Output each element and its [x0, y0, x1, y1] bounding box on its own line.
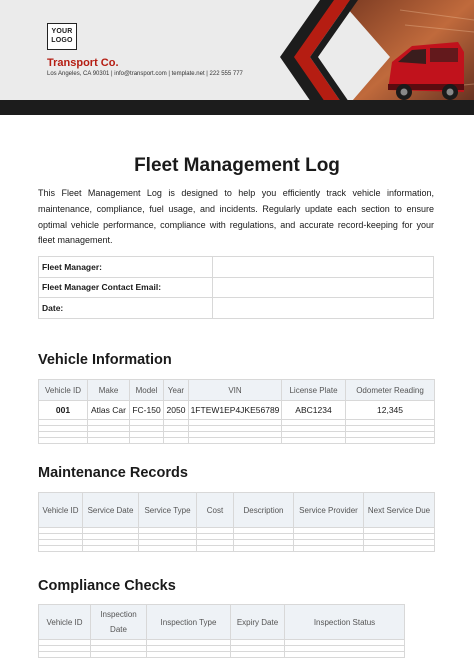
col-service-provider: Service Provider [294, 493, 364, 528]
col-vehicle-id: Vehicle ID [39, 380, 88, 401]
col-inspection-type: Inspection Type [147, 605, 231, 640]
col-description: Description [234, 493, 294, 528]
logo-line-2: LOGO [51, 37, 73, 44]
col-expiry-date: Expiry Date [231, 605, 285, 640]
table-header-row [39, 493, 435, 528]
col-service-type: Service Type [139, 493, 197, 528]
col-vehicle-id: Vehicle ID [39, 605, 91, 640]
company-contact: Los Angeles, CA 90301 | info@transport.com | template.net | 222 555 777 [47, 71, 243, 77]
fleet-manager-field[interactable] [213, 257, 434, 278]
table-row [39, 401, 435, 420]
table-row [39, 546, 435, 552]
col-make: Make [88, 380, 130, 401]
cell-model[interactable]: FC-150 [130, 401, 164, 420]
manager-row [39, 277, 434, 298]
logo-line-1: YOUR [51, 28, 73, 35]
vehicle-table [38, 379, 435, 444]
col-cost: Cost [197, 493, 234, 528]
maintenance-table [38, 492, 435, 552]
page-title: Fleet Management Log [134, 155, 340, 176]
col-odometer: Odometer Reading [346, 380, 435, 401]
cell-license-plate[interactable]: ABC1234 [282, 401, 346, 420]
page-header [0, 0, 474, 115]
col-license-plate: License Plate [282, 380, 346, 401]
date-field[interactable] [213, 298, 434, 319]
manager-email-label: Fleet Manager Contact Email: [39, 277, 213, 298]
col-inspection-date: Inspection Date [91, 605, 147, 640]
cell-odometer[interactable]: 12,345 [346, 401, 435, 420]
table-header-row [39, 380, 435, 401]
maintenance-section-heading: Maintenance Records [38, 465, 188, 481]
cell-make[interactable]: Atlas Car [88, 401, 130, 420]
cell-vin[interactable]: 1FTEW1EP4JKE56789 [189, 401, 282, 420]
col-inspection-status: Inspection Status [285, 605, 405, 640]
col-service-date: Service Date [83, 493, 139, 528]
col-model: Model [130, 380, 164, 401]
company-name: Transport Co. [47, 57, 119, 69]
truck-banner-image [280, 0, 474, 115]
manager-row [39, 257, 434, 278]
manager-info-table [38, 256, 434, 319]
logo [47, 23, 77, 50]
fleet-manager-label: Fleet Manager: [39, 257, 213, 278]
manager-row [39, 298, 434, 319]
col-vehicle-id: Vehicle ID [39, 493, 83, 528]
compliance-table [38, 604, 405, 658]
compliance-section-heading: Compliance Checks [38, 578, 176, 594]
cell-vehicle-id[interactable]: 001 [39, 401, 88, 420]
vehicle-section-heading: Vehicle Information [38, 352, 172, 368]
header-dark-band [0, 100, 474, 115]
cell-year[interactable]: 2050 [164, 401, 189, 420]
date-label: Date: [39, 298, 213, 319]
col-next-service-due: Next Service Due [364, 493, 435, 528]
table-header-row [39, 605, 405, 640]
table-row [39, 652, 405, 658]
manager-email-field[interactable] [213, 277, 434, 298]
col-year: Year [164, 380, 189, 401]
intro-paragraph: This Fleet Management Log is designed to help you efficiently track vehicle information, maintenance, compliance, fuel usage, and incidents. Regularly update each section to ensure optimal vehicle performance, compliance with regulations, and accurate record-keeping for your fleet management. [38, 188, 434, 246]
col-vin: VIN [189, 380, 282, 401]
table-row [39, 438, 435, 444]
